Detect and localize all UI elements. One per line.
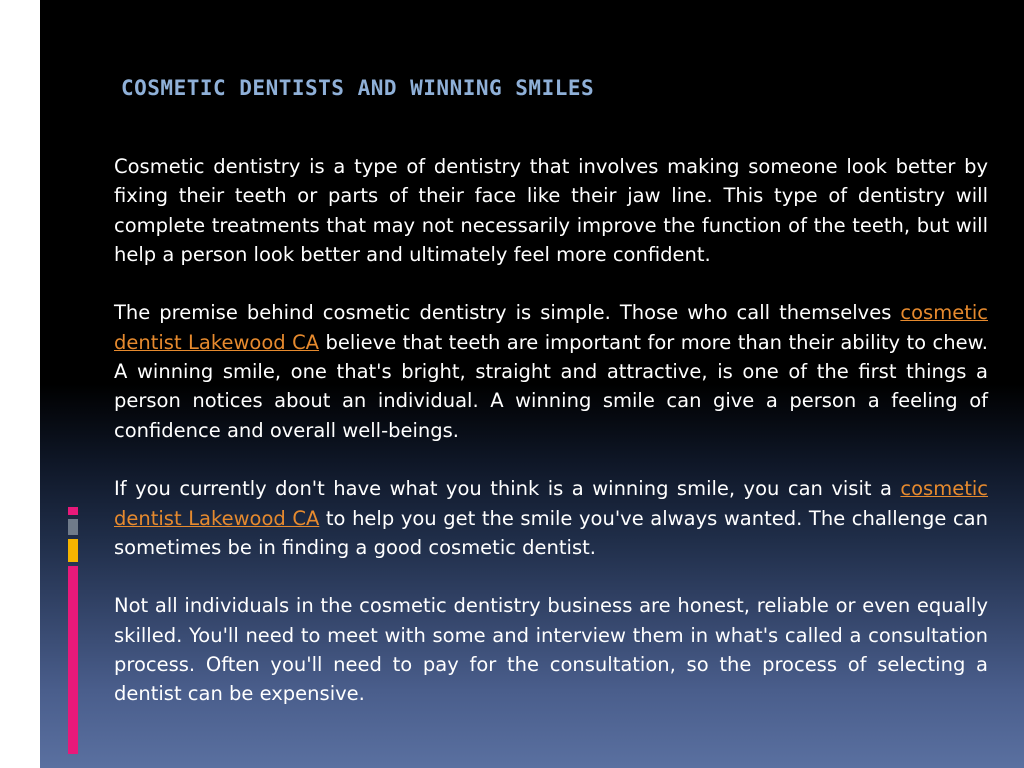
paragraph-2-text-after: believe that teeth are important for more than their ability to chew. A winning smile, one that's bright, straight and attractive, is one of the first things a person notices about an individual. A winning smile can give a person a feeling of confidence and overall well-beings. [114, 330, 988, 442]
accent-bar-gray [68, 519, 78, 535]
accent-bar-yellow [68, 539, 78, 562]
paragraph-3-text-before: If you currently don't have what you think is a winning smile, you can visit a [114, 477, 901, 501]
slide [40, 0, 1024, 768]
paragraph-4 [114, 591, 988, 708]
paragraph-3 [114, 474, 988, 562]
paragraph-2 [114, 298, 988, 444]
paragraph-3-text-after: to help you get the smile you've always wanted. The challenge can sometimes be in finding a good cosmetic dentist. [114, 506, 988, 559]
paragraph-2-text-before: The premise behind cosmetic dentistry is simple. Those who call themselves [114, 301, 901, 325]
paragraph-1 [114, 152, 988, 269]
accent-bar-pink-tall [68, 566, 78, 754]
accent-bar-pink-small [68, 507, 78, 515]
cosmetic-dentist-link-2[interactable]: cosmetic dentist Lakewood CA [114, 477, 988, 530]
slide-title: COSMETIC DENTISTS AND WINNING SMILES [121, 76, 595, 100]
slide-content [114, 152, 988, 709]
paragraph-4-text: Not all individuals in the cosmetic dentistry business are honest, reliable or even equally skilled. You'll need to meet with some and interview them in what's called a consultation process. Often you'll need to pay for the consultation, so the process of selecting a dentist can be expensive. [114, 594, 988, 706]
paragraph-1-text: Cosmetic dentistry is a type of dentistry that involves making someone look better by fixing their teeth or parts of their face like their jaw line. This type of dentistry will complete treatments that may not necessarily improve the function of the teeth, but will help a person look better and ultimately feel more confident. [114, 155, 988, 266]
cosmetic-dentist-link-1[interactable]: cosmetic dentist Lakewood CA [114, 301, 988, 354]
